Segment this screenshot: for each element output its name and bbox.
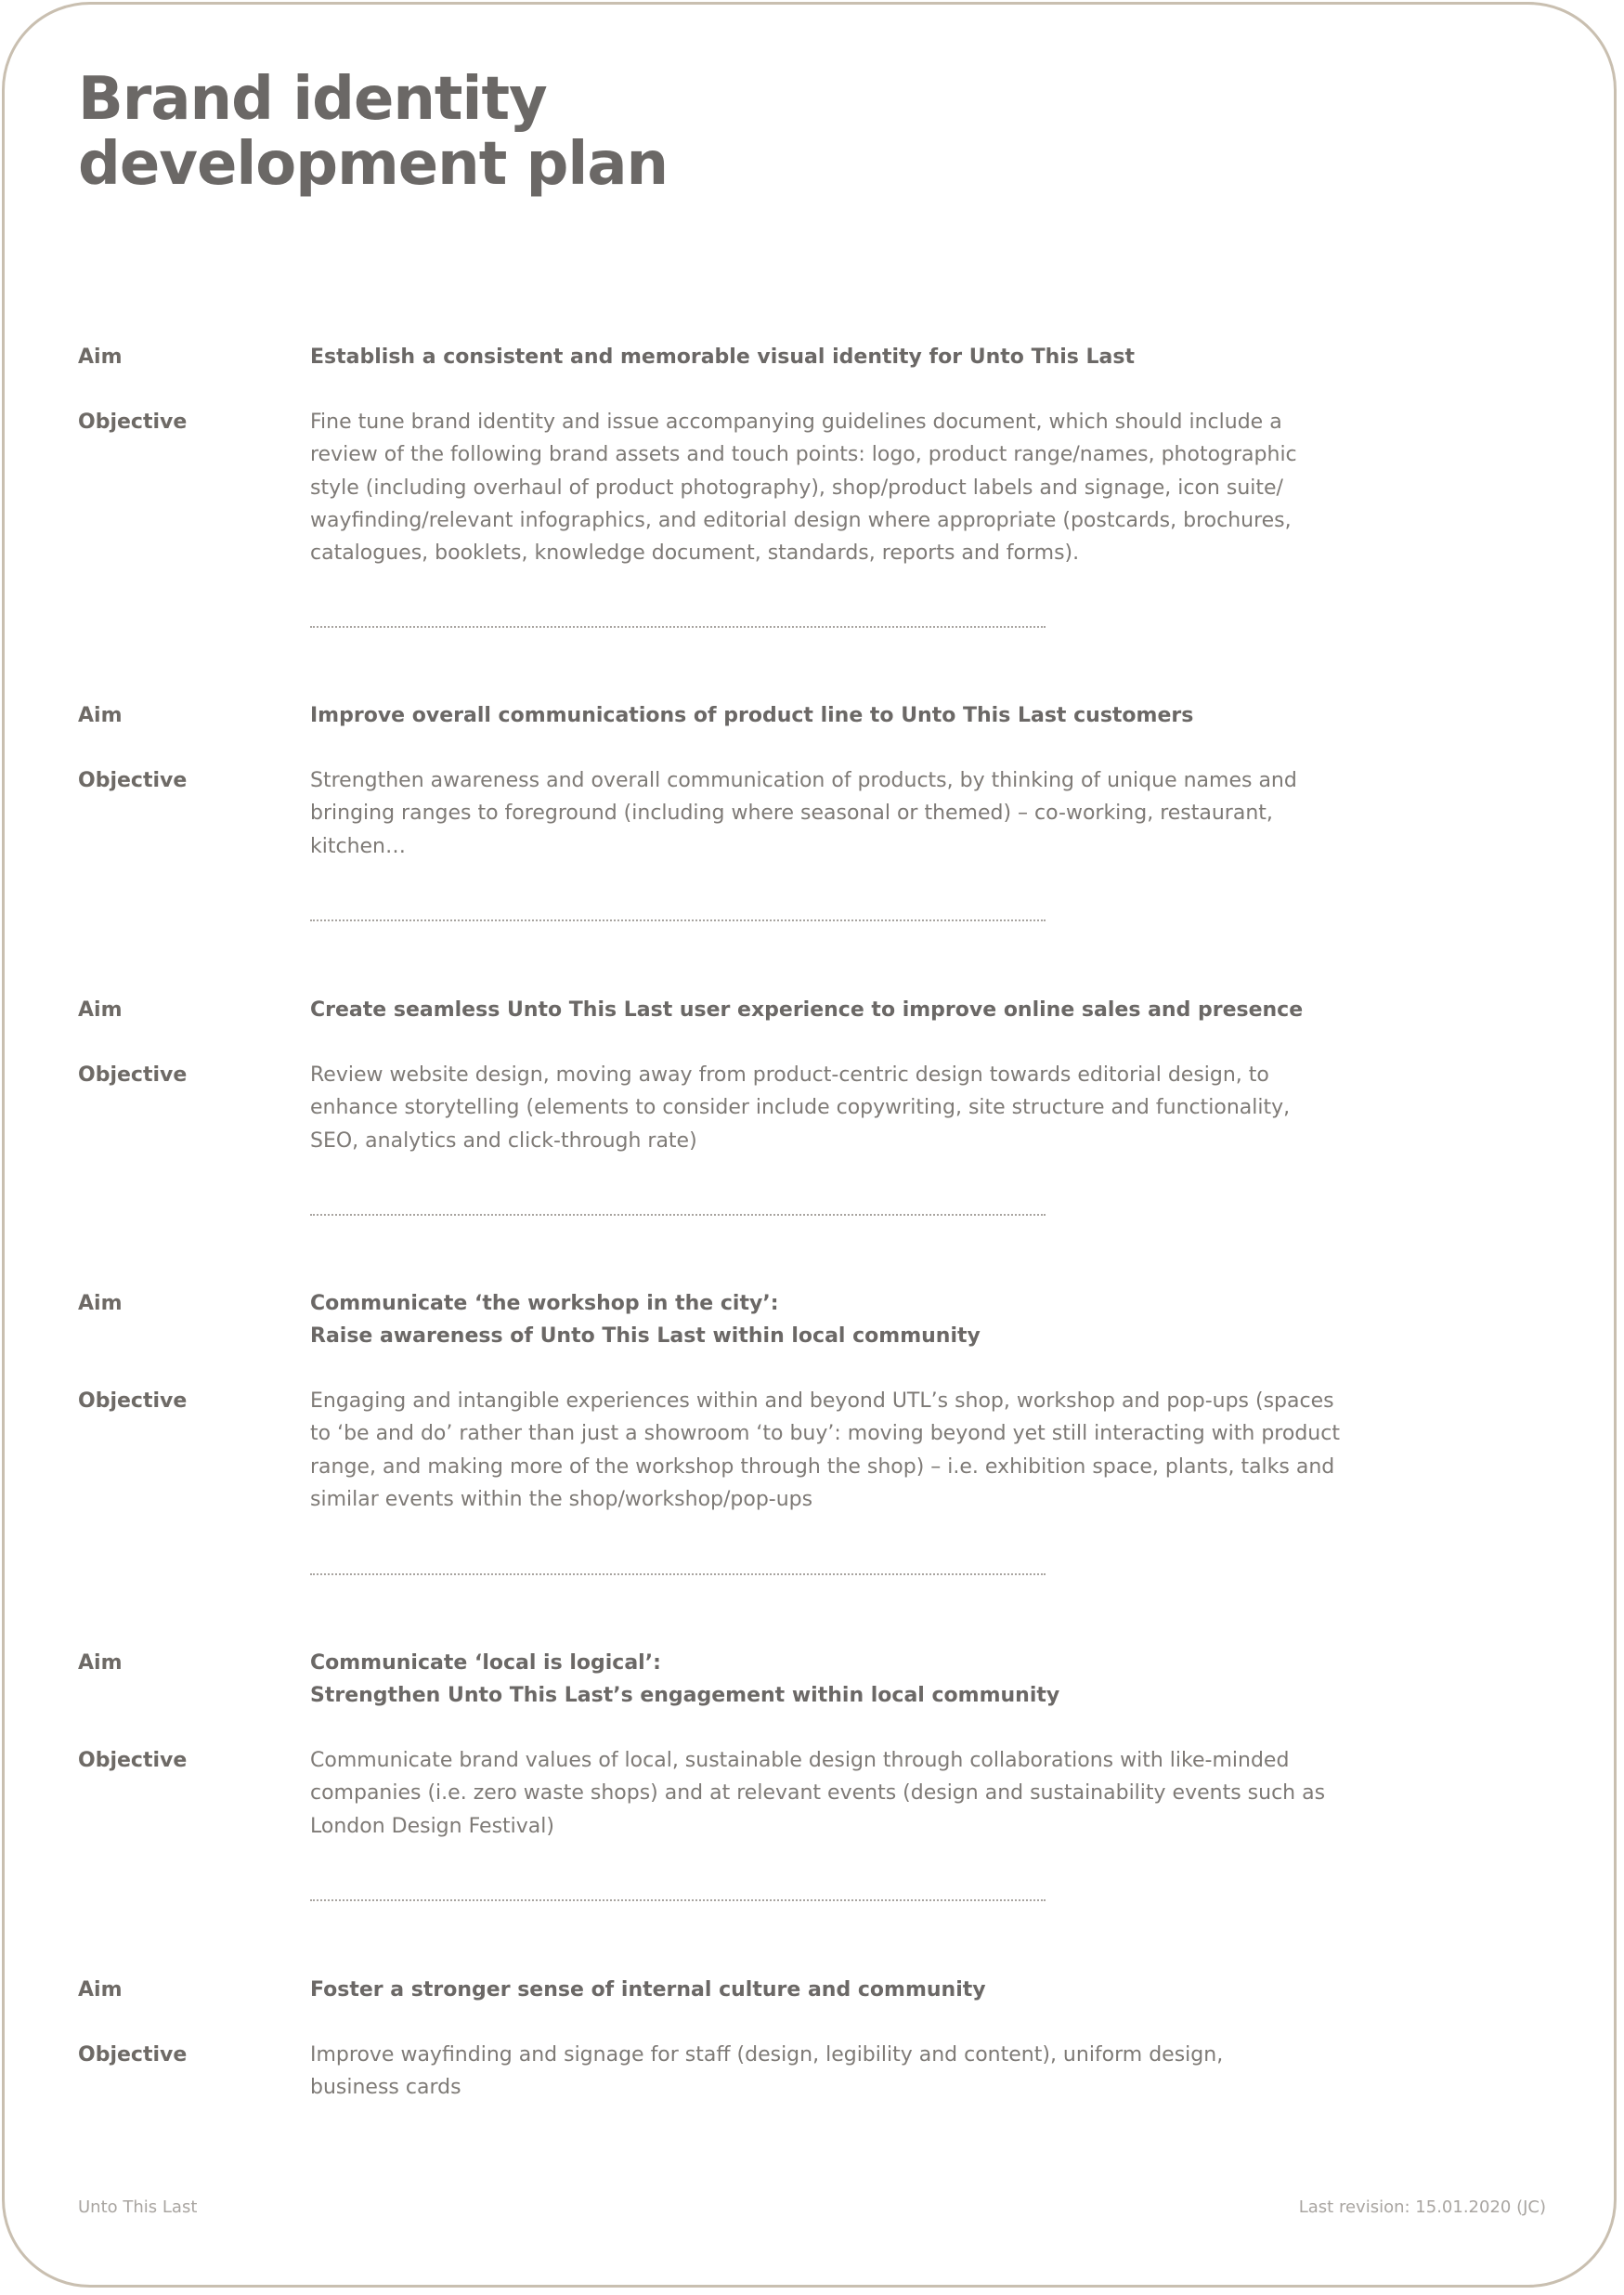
aim-text (310, 994, 1332, 1026)
aim-label: Aim (78, 704, 123, 727)
aim-row (78, 699, 1313, 732)
objective-line: Strengthen awareness and overall communication of products, by thinking of unique names and (310, 769, 1297, 792)
objective-line: Improve wayfinding and signage for staff (design, legibility and content), uniform design, (310, 2043, 1224, 2067)
objective-row (78, 1059, 1313, 1157)
objective-line: business cards (310, 2076, 461, 2100)
objective-text (310, 2039, 1406, 2105)
plan-section-5 (78, 1647, 1326, 1843)
objective-label: Objective (78, 2043, 188, 2067)
objective-row (78, 406, 1313, 569)
objective-row (78, 2039, 1313, 2105)
page-title-line-2: development plan (78, 130, 669, 199)
aim-label: Aim (78, 346, 123, 369)
objective-line: range, and making more of the workshop through the shop) – i.e. exhibition space, plants, talks and (310, 1454, 1335, 1479)
plan-section-6 (78, 1974, 1313, 2105)
aim-line: Communicate ‘the workshop in the city’: (310, 1292, 779, 1315)
objective-label: Objective (78, 1389, 188, 1413)
aim-label: Aim (78, 1651, 123, 1675)
objective-line: similar events within the shop/workshop/pop-ups (310, 1487, 813, 1511)
aim-row (78, 1287, 1313, 1352)
objective-text (310, 406, 1406, 569)
page-title (78, 67, 668, 197)
footer-company-name: Unto This Last (78, 2197, 198, 2217)
aim-row (78, 1647, 1313, 1712)
objective-row (78, 1744, 1326, 1843)
aim-line: Create seamless Unto This Last user experience to improve online sales and presence (310, 998, 1304, 1022)
objective-line: catalogues, booklets, knowledge document, standards, reports and forms). (310, 541, 1080, 566)
aim-text (310, 1647, 1332, 1712)
plan-section-3 (78, 994, 1313, 1157)
aim-line: Foster a stronger sense of internal culture and community (310, 1978, 986, 2002)
objective-line: companies (i.e. zero waste shops) and at relevant events (design and sustainability events such as (310, 1781, 1326, 1806)
footer-revision: Last revision: 15.01.2020 (JC) (1298, 2197, 1546, 2217)
page-title-line-1: Brand identity (78, 65, 547, 134)
section-divider (310, 1899, 1046, 1901)
objective-line: Review website design, moving away from product-centric design towards editorial design, to (310, 1063, 1269, 1087)
objective-row (78, 764, 1313, 863)
objective-line: Communicate brand values of local, sustainable design through collaborations with like-minded (310, 1749, 1290, 1772)
objective-line: Fine tune brand identity and issue accompanying guidelines document, which should include a (310, 411, 1282, 434)
aim-label: Aim (78, 1978, 123, 2002)
objective-line: bringing ranges to foreground (including where seasonal or themed) – co-working, restaurant, (310, 802, 1273, 826)
objective-row (78, 1385, 1340, 1516)
objective-line: wayfinding/relevant infographics, and editorial design where appropriate (postcards, brochures, (310, 508, 1292, 532)
objective-label: Objective (78, 769, 188, 792)
objective-text (310, 1059, 1406, 1157)
aim-text (310, 1974, 1332, 2006)
aim-label: Aim (78, 1292, 123, 1315)
aim-line: Raise awareness of Unto This Last within local community (310, 1324, 981, 1348)
objective-line: Engaging and intangible experiences within and beyond UTL’s shop, workshop and pop-ups (spaces (310, 1389, 1334, 1413)
aim-line: Strengthen Unto This Last’s engagement within local community (310, 1684, 1060, 1707)
objective-text (310, 764, 1406, 863)
objective-line: London Design Festival) (310, 1814, 554, 1838)
aim-line: Improve overall communications of product line to Unto This Last customers (310, 704, 1194, 727)
objective-text (310, 1744, 1406, 1843)
aim-text (310, 1287, 1332, 1352)
aim-row (78, 1974, 1313, 2006)
section-divider (310, 626, 1046, 628)
objective-line: enhance storytelling (elements to consider include copywriting, site structure and functionality, (310, 1096, 1291, 1120)
objective-line: SEO, analytics and click-through rate) (310, 1128, 697, 1153)
objective-label: Objective (78, 411, 188, 434)
objective-line: kitchen… (310, 834, 406, 858)
objective-text (310, 1385, 1406, 1516)
section-divider (310, 919, 1046, 921)
aim-label: Aim (78, 998, 123, 1022)
plan-section-4 (78, 1287, 1340, 1516)
objective-line: to ‘be and do’ rather than just a showroom ‘to buy’: moving beyond yet still interacting with product (310, 1422, 1340, 1446)
objective-line: review of the following brand assets and touch points: logo, product range/names, photographic (310, 443, 1297, 467)
objective-line: style (including overhaul of product photography), shop/product labels and signage, icon suite/ (310, 476, 1283, 500)
aim-text (310, 341, 1332, 373)
aim-line: Communicate ‘local is logical’: (310, 1651, 661, 1675)
plan-section-2 (78, 699, 1313, 863)
aim-line: Establish a consistent and memorable visual identity for Unto This Last (310, 346, 1136, 369)
aim-text (310, 699, 1332, 732)
objective-label: Objective (78, 1063, 188, 1087)
objective-label: Objective (78, 1749, 188, 1772)
aim-row (78, 994, 1313, 1026)
section-divider (310, 1573, 1046, 1575)
plan-section-1 (78, 341, 1313, 569)
aim-row (78, 341, 1313, 373)
section-divider (310, 1214, 1046, 1216)
